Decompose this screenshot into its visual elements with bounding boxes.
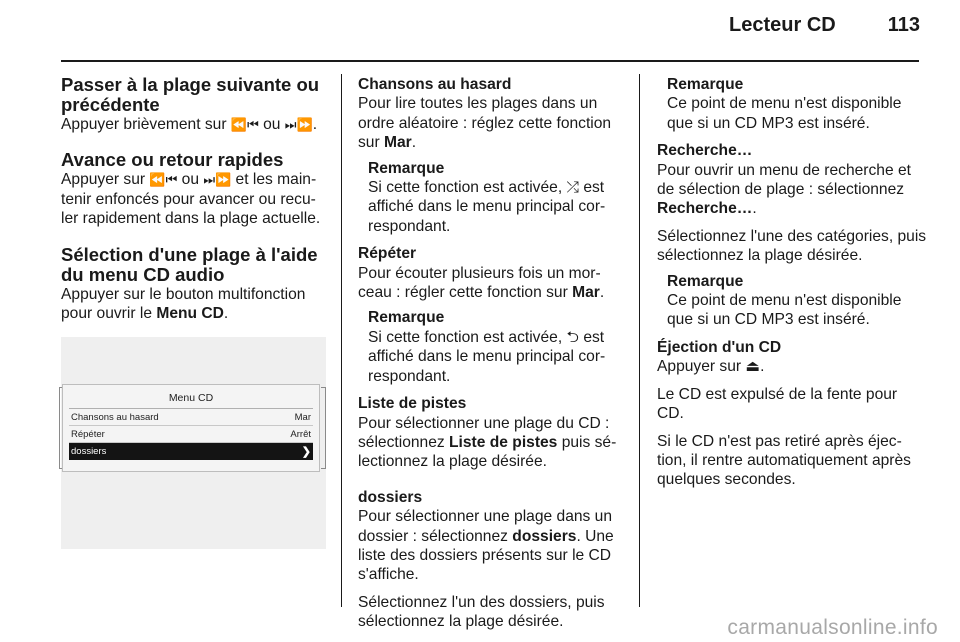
section-text-folders: Pour sélectionner une plage dans un dossier : sélectionnez dossiers. Une liste des dossiers présents sur le CD s'affiche. [358, 508, 614, 584]
note-title: Remarque [667, 76, 744, 93]
note-title: Remarque [368, 159, 445, 177]
menu-row-repeat[interactable] [69, 426, 313, 443]
section-text-search-2: Sélectionnez l'une des catégories, puis sélectionnez la plage désirée. [657, 227, 927, 265]
menu-row-label: dossiers [71, 446, 107, 458]
section-text-eject: Appuyer sur ⏏. [657, 358, 765, 376]
eject-icon: ⏏ [745, 358, 761, 376]
cd-menu-title: Menu CD [168, 392, 214, 405]
skip-forward-icon: ⏭⏩ [284, 117, 313, 132]
cd-menu-display [62, 384, 320, 472]
section-text-next-prev: Appuyer brièvement sur ⏪⏮ ou ⏭⏩. [61, 116, 318, 133]
display-bezel-right [321, 387, 326, 469]
menu-row-shuffle[interactable] [69, 409, 313, 426]
section-text-fast-forward: Appuyer sur ⏪⏮ ou ⏭⏩ et les main-tenir enfoncés pour avancer ou recu-ler rapidement dans la plage actuelle. [61, 171, 321, 228]
repeat-icon: ⮌ [566, 328, 579, 346]
note-text: Ce point de menu n'est disponible que si un CD MP3 est inséré. [667, 292, 902, 329]
menu-row-value: Mar [294, 411, 311, 423]
column-3 [657, 75, 927, 490]
section-title-track-list: Liste de pistes [358, 395, 467, 413]
header-title: Lecteur CD [729, 14, 836, 36]
section-title-shuffle: Chansons au hasard [358, 76, 512, 93]
note-mp3-1 [657, 75, 927, 133]
note-title: Remarque [667, 272, 744, 290]
column-divider-1 [341, 74, 342, 607]
header-divider [61, 60, 919, 62]
section-title-eject: Éjection d'un CD [657, 338, 782, 356]
section-text-cd-menu: Appuyer sur le bouton multifonction pour ouvrir le Menu CD. [61, 285, 306, 323]
note-shuffle [358, 159, 626, 237]
column-divider-2 [639, 74, 640, 607]
section-title-next-prev: Passer à la plage suivante ou précédente [61, 74, 320, 115]
menu-row-value: Arrêt [290, 428, 311, 440]
section-text-track-list: Pour sélectionner une plage du CD : sélectionnez Liste de pistes puis sé-lectionnez la plage désirée. [358, 414, 617, 471]
cd-menu-screenshot [61, 337, 326, 549]
chevron-right-icon: ❯ [301, 446, 311, 459]
column-2 [358, 75, 626, 632]
note-mp3-2 [657, 272, 927, 330]
note-text: Si cette fonction est activée, ⤮ est affiché dans le menu principal cor-respondant. [368, 179, 606, 235]
section-title-fast-forward: Avance ou retour rapides [61, 149, 284, 171]
menu-row-label: Chansons au hasard [71, 411, 159, 423]
watermark: carmanualsonline.info [727, 616, 938, 639]
column-1 [61, 75, 326, 549]
section-text-eject-2: Le CD est expulsé de la fente pour CD. [657, 385, 898, 423]
skip-forward-icon: ⏭⏩ [203, 172, 232, 188]
note-title: Remarque [368, 309, 445, 327]
page-header [729, 14, 920, 37]
menu-row-label: Répéter [71, 428, 105, 440]
section-title-search: Recherche… [657, 142, 753, 160]
section-text-search: Pour ouvrir un menu de recherche et de sélection de plage : sélectionnez Recherche…. [657, 161, 911, 218]
rewind-skip-icon: ⏪⏮ [149, 172, 178, 188]
section-title-repeat: Répéter [358, 245, 417, 263]
shuffle-icon: ⤮ [566, 179, 579, 197]
note-repeat [358, 308, 626, 386]
rewind-skip-icon: ⏪⏮ [230, 117, 259, 132]
section-title-folders: dossiers [358, 488, 423, 506]
section-text-eject-3: Si le CD n'est pas retiré après éjec-tion, il rentre automatiquement après quelques secondes. [657, 432, 911, 489]
menu-row-folders[interactable] [69, 443, 313, 460]
page-number: 113 [887, 14, 920, 36]
section-text-folders-2: Sélectionnez l'un des dossiers, puis sélectionnez la plage désirée. [358, 593, 605, 631]
section-text-shuffle: Pour lire toutes les plages dans un ordre aléatoire : réglez cette fonction sur Mar. [358, 95, 612, 152]
section-text-repeat: Pour écouter plusieurs fois un mor-ceau : régler cette fonction sur Mar. [358, 264, 605, 302]
section-title-cd-menu: Sélection d'une plage à l'aide du menu CD audio [61, 243, 318, 285]
note-text: Ce point de menu n'est disponible que si un CD MP3 est inséré. [667, 95, 902, 132]
note-text: Si cette fonction est activée, ⮌ est affiché dans le menu principal cor-respondant. [368, 328, 606, 385]
